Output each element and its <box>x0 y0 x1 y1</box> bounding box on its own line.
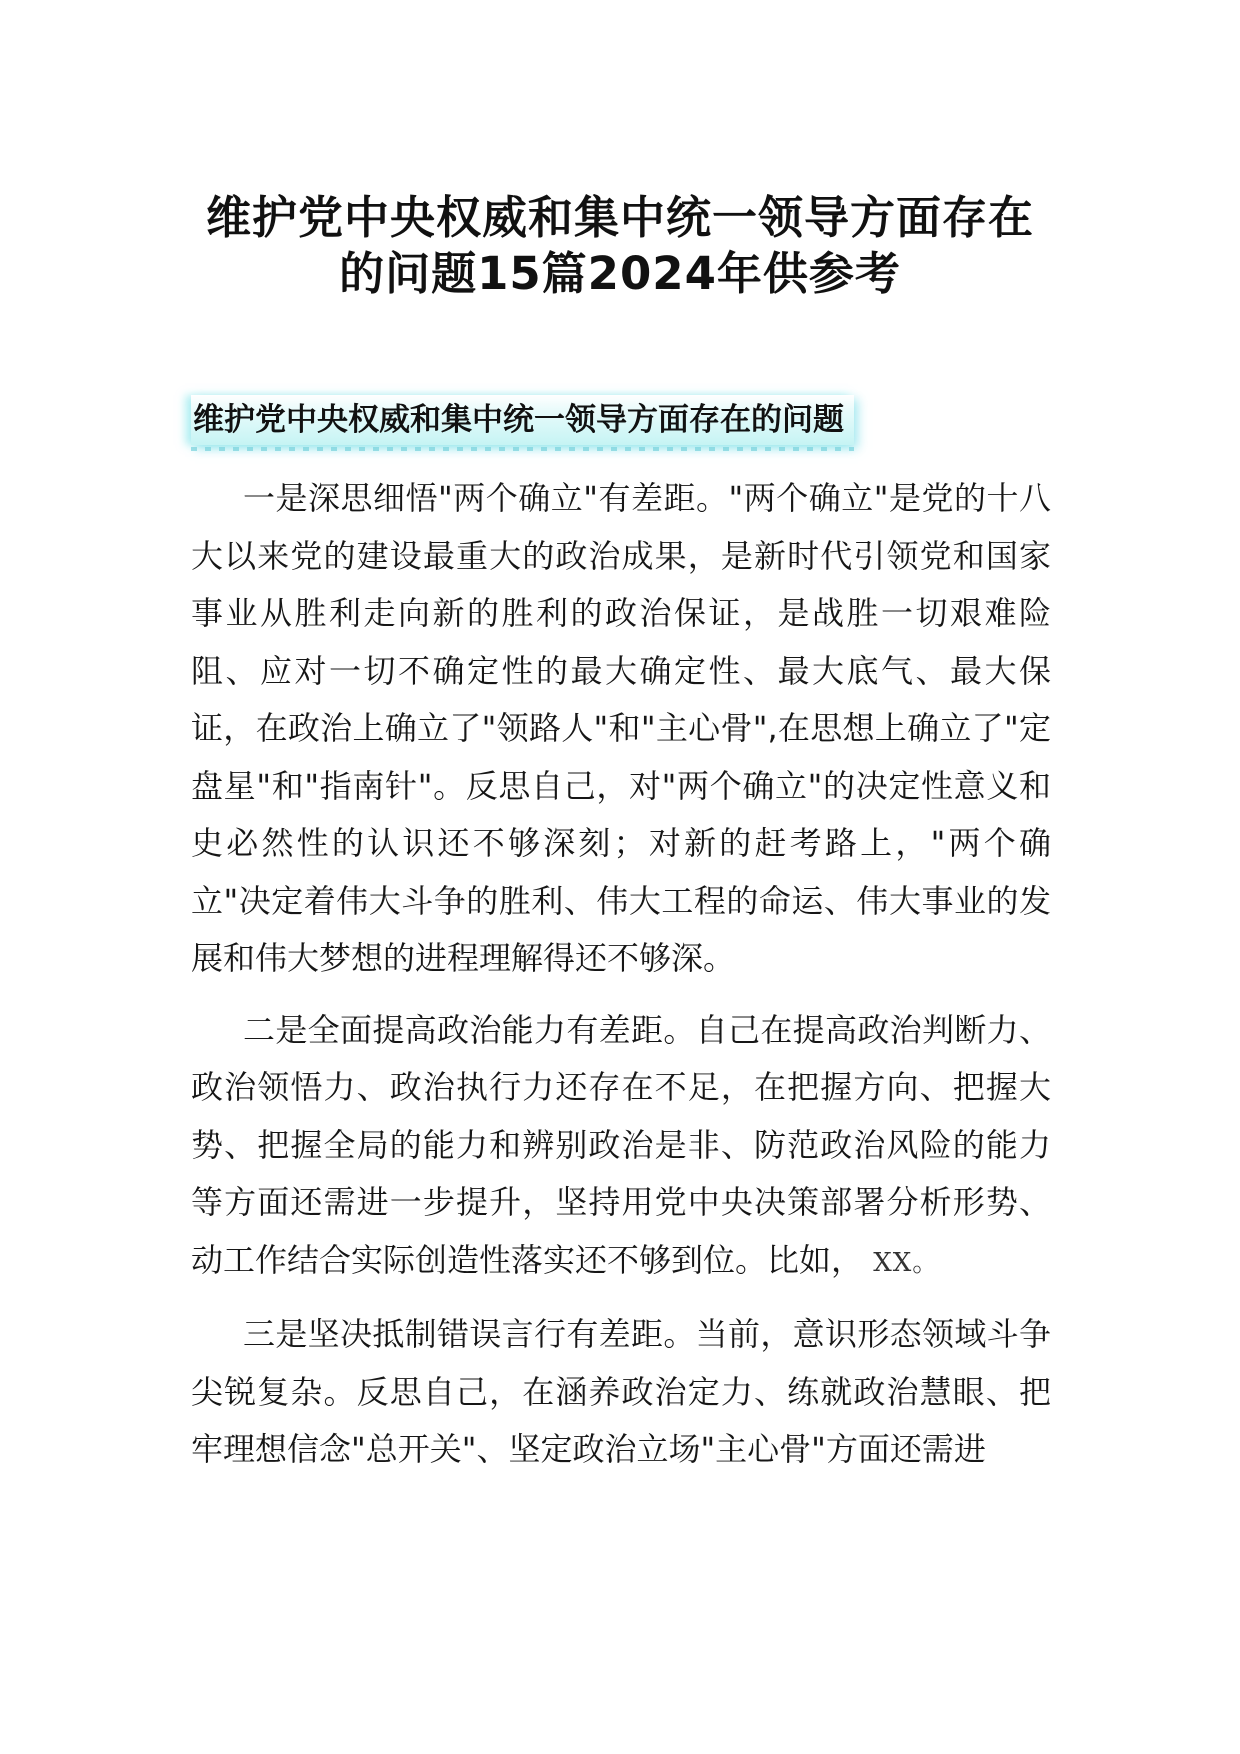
paragraph-1: 一是深思细悟"两个确立"有差距。"两个确立"是党的十八大以来党的建设最重大的政治成果，是新时代引领党和国家事业从胜利走向新的胜利的政治保证，是战胜一切艰难险阻、应对一切不确定性的最大确定性、最大底气、最大保证，在政治上确立了"领路人"和"主心骨",在思想上确立了"定盘星"和"指南针"。反思自己，对"两个确立"的决定性意义和史必然性的认识还不够深刻；对新的赶考路上，"两个确立"决定着伟大斗争的胜利、伟大工程的命运、伟大事业的发展和伟大梦想的进程理解得还不够深。 <box>191 479 1051 977</box>
paragraph-3: 三是坚决抵制错误言行有差距。当前，意识形态领域斗争尖锐复杂。反思自己，在涵养政治定力、练就政治慧眼、把牢理想信念"总开关"、坚定政治立场"主心骨"方面还需进 <box>191 1315 1051 1468</box>
paragraph-2 <box>191 1002 1051 1293</box>
document-title <box>150 190 1090 302</box>
section-heading: 维护党中央权威和集中统一领导方面存在的问题 <box>191 395 854 445</box>
document-title-line-2: 的问题15篇2024年供参考 <box>339 247 901 301</box>
placeholder-xx: XX。 <box>873 1247 940 1278</box>
document-title-line-1: 维护党中央权威和集中统一领导方面存在 <box>205 191 1034 245</box>
document-body <box>191 470 1051 1493</box>
paragraph-2-text: 二是全面提高政治能力有差距。自己在提高政治判断力、政治领悟力、政治执行力还存在不足，在把握方向、把握大势、把握全局的能力和辨别政治是非、防范政治风险的能力等方面还需进一步提升，坚持用党中央决策部署分析形势、动工作结合实际创造性落实还不够到位。比如， <box>191 1010 1051 1279</box>
